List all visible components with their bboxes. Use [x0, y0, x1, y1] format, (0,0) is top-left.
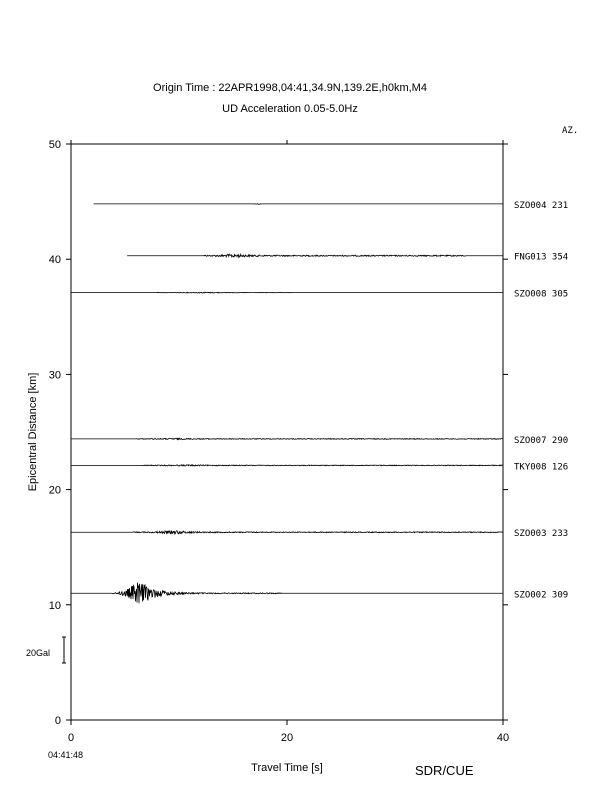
trace-tky008 [71, 465, 503, 466]
chart-title: Origin Time : 22APR1998,04:41,34.9N,139.2E,h0km,M4 [153, 82, 427, 94]
x-tick-label: 40 [496, 732, 510, 744]
y-tick-label: 40 [48, 254, 61, 267]
trace-fng013 [127, 254, 503, 257]
trace-szo003 [71, 531, 503, 534]
y-axis-label: Epicentral Distance [km] [27, 372, 39, 492]
y-tick-label: 20 [48, 484, 61, 497]
start-time: 04:41:48 [48, 750, 84, 760]
trace-group [71, 204, 503, 604]
plot-frame [71, 144, 503, 720]
x-axis-label: Travel Time [s] [251, 762, 323, 774]
station-label-fng013: FNG013 354 [514, 252, 569, 263]
y-tick-label: 0 [54, 715, 61, 727]
x-tick-label: 20 [280, 732, 294, 744]
credit-label: SDR/CUE [415, 763, 474, 778]
station-label-szo003: SZO003 233 [514, 529, 569, 540]
trace-szo004 [94, 204, 503, 205]
y-tick-label: 50 [48, 139, 61, 151]
x-tick-label: 0 [67, 732, 75, 744]
axis-ticks [49, 139, 509, 744]
y-tick-label: 10 [48, 599, 61, 612]
y-tick-label: 30 [48, 369, 61, 382]
station-label-tky008: TKY008 126 [514, 462, 569, 473]
station-label-szo008: SZO008 305 [514, 289, 569, 300]
station-label-szo002: SZO002 309 [514, 590, 569, 601]
azimuth-header: AZ. [562, 126, 579, 136]
scale-bar [26, 637, 66, 663]
trace-szo008 [71, 292, 503, 293]
trace-szo002 [71, 583, 503, 604]
station-label-szo007: SZO007 290 [514, 435, 569, 446]
station-labels [514, 201, 568, 600]
station-label-szo004: SZO004 231 [514, 200, 569, 211]
chart-subtitle: UD Acceleration 0.05-5.0Hz [222, 103, 358, 115]
trace-szo007 [71, 438, 503, 439]
scale-bar-label: 20Gal [26, 648, 51, 658]
